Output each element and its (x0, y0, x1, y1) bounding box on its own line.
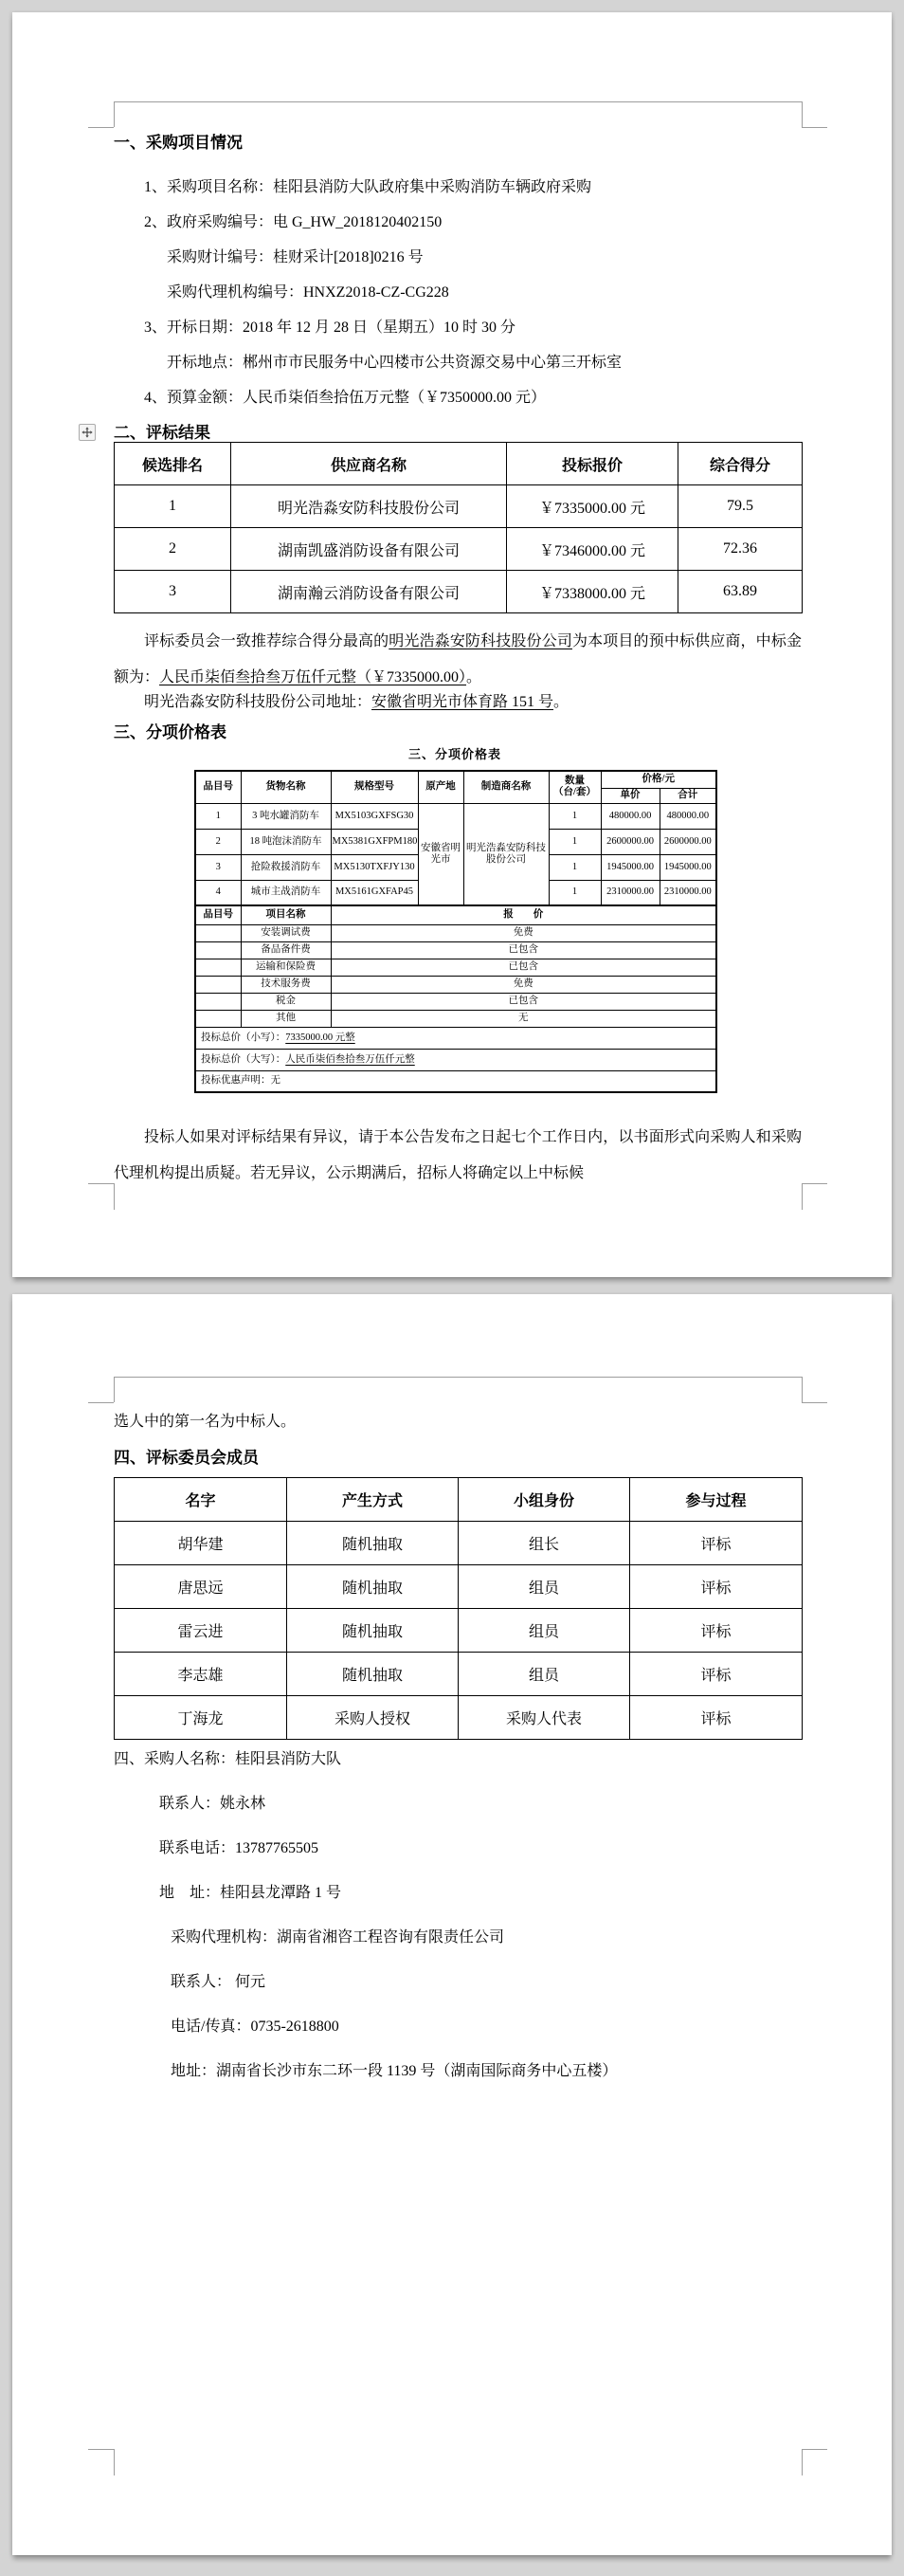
member-name-cell: 雷云进 (115, 1609, 287, 1653)
evaluation-result-table (114, 442, 803, 613)
total-label: 投标总价（小写）： (201, 1032, 286, 1043)
text-boundary-mark (802, 2449, 803, 2476)
price-breakdown-image (147, 744, 763, 1093)
col-header: 货物名称 (241, 771, 331, 803)
participation-cell: 评标 (630, 1565, 803, 1609)
winner-name: 明光浩淼安防科技股份公司 (389, 633, 572, 649)
item-no-cell: 3 (195, 854, 241, 880)
text-boundary-mark (88, 1402, 114, 1403)
selection-method-cell: 采购人授权 (287, 1696, 459, 1740)
col-header: 原产地 (418, 771, 463, 803)
table-row (115, 1696, 803, 1740)
text-boundary-mark (802, 1183, 803, 1210)
col-header: 制造商名称 (463, 771, 549, 803)
para-text: 。 (553, 694, 570, 710)
empty-cell (195, 924, 241, 941)
model-cell: MX5161GXFAP45 (331, 880, 418, 905)
total-label: 投标总价（大写）： (201, 1053, 286, 1065)
text-boundary-mark (802, 1402, 827, 1403)
section2-heading: 二、评标结果 (114, 424, 210, 442)
total-price-cell: 1945000.00 (660, 854, 716, 880)
supplier-cell: 湖南瀚云消防设备有限公司 (231, 571, 507, 613)
award-amount: 人民币柒佰叁拾叁万伍仟元整（￥7335000.00） (159, 669, 467, 685)
fee-label-cell: 税金 (241, 993, 331, 1010)
supplier-cell: 湖南凯盛消防设备有限公司 (231, 528, 507, 571)
fee-row (195, 941, 716, 959)
agency-address-line: 地址：湖南省长沙市东二环一段 1139 号（湖南国际商务中心五楼） (171, 2063, 618, 2079)
text-boundary-mark (802, 1183, 827, 1184)
text-boundary-mark (88, 1183, 114, 1184)
budget-line: 4、预算金额：人民币柒佰叁拾伍万元整（￥7350000.00 元） (144, 390, 547, 406)
fees-header-row (195, 905, 716, 924)
group-role-cell: 组员 (459, 1565, 630, 1609)
col-header (549, 771, 601, 803)
col-header: 规格型号 (331, 771, 418, 803)
text-boundary-mark (88, 127, 114, 128)
fee-label-cell: 备品备件费 (241, 941, 331, 959)
total-lowercase-cell (195, 1027, 716, 1049)
text-boundary-mark (802, 127, 827, 128)
total-uppercase-cell (195, 1049, 716, 1070)
score-cell: 72.36 (678, 528, 803, 571)
bid-price-cell: ￥7338000.00 元 (507, 571, 678, 613)
item-no-cell: 1 (195, 803, 241, 829)
item-no-cell: 2 (195, 829, 241, 854)
text-boundary-top-line (114, 1377, 802, 1378)
finance-no-line: 采购财计编号：桂财采计[2018]0216 号 (167, 249, 424, 265)
group-role-cell: 组长 (459, 1522, 630, 1565)
fee-value-cell: 已包含 (331, 941, 716, 959)
col-header: 供应商名称 (231, 443, 507, 485)
table-row (115, 1522, 803, 1565)
col-header: 产生方式 (287, 1478, 459, 1522)
para-text: 评标委员会一致推荐综合得分最高的 (144, 633, 389, 649)
total-price-cell: 2600000.00 (660, 829, 716, 854)
col-header: 小组身份 (459, 1478, 630, 1522)
procurement-no-line: 2、政府采购编号：电 G_HW_2018120402150 (144, 214, 443, 230)
score-cell: 79.5 (678, 485, 803, 528)
agency-contact-line: 联系人： 何元 (171, 1974, 266, 1990)
discount-row (195, 1070, 716, 1092)
para-text: 。 (466, 669, 482, 685)
section4-heading: 四、评标委员会成员 (114, 1449, 259, 1467)
move-arrows-icon (81, 427, 93, 438)
objection-paragraph: 投标人如果对评标结果有异议，请于本公告发布之日起七个工作日内，以书面形式向采购人和采购代理机构提出质疑。若无异议，公示期满后，招标人将确定以上中标候 (114, 1129, 802, 1181)
unit-price-header: 单价 (601, 788, 660, 803)
para-text: 为本项目的预中标供应商，中标金额为： (114, 633, 802, 685)
rank-cell: 1 (115, 485, 231, 528)
col-header: 参与过程 (630, 1478, 803, 1522)
rank-cell: 2 (115, 528, 231, 571)
text-boundary-mark (802, 101, 803, 127)
supplier-cell: 明光浩淼安防科技股份公司 (231, 485, 507, 528)
qty-cell: 1 (549, 803, 601, 829)
qty-header-line2: （台/套） (553, 787, 596, 798)
member-name-cell: 李志雄 (115, 1653, 287, 1696)
total-price-cell: 480000.00 (660, 803, 716, 829)
bid-open-date-line: 3、开标日期：2018 年 12 月 28 日（星期五）10 时 30 分 (144, 320, 516, 336)
award-paragraph (114, 624, 802, 696)
text-boundary-mark (114, 2449, 115, 2476)
fee-row (195, 993, 716, 1010)
table-header-row (115, 443, 803, 485)
empty-cell (195, 959, 241, 976)
fee-row (195, 1010, 716, 1027)
participation-cell: 评标 (630, 1696, 803, 1740)
unit-price-cell: 1945000.00 (601, 854, 660, 880)
fee-row (195, 976, 716, 993)
model-cell: MX5381GXFPM180 (331, 829, 418, 854)
agency-phone-line: 电话/传真：0735-2618800 (171, 2019, 339, 2035)
bid-open-place-line: 开标地点：郴州市市民服务中心四楼市公共资源交易中心第三开标室 (167, 355, 623, 371)
col-header: 报 价 (331, 905, 716, 924)
goods-name-cell: 18 吨泡沫消防车 (241, 829, 331, 854)
fee-label-cell: 技术服务费 (241, 976, 331, 993)
table-row (115, 1609, 803, 1653)
text-boundary-mark (802, 1377, 803, 1402)
agency-name-line: 采购代理机构：湖南省湘咨工程咨询有限责任公司 (171, 1929, 505, 1946)
qty-cell: 1 (549, 829, 601, 854)
goods-row (195, 803, 716, 829)
table-move-handle[interactable] (79, 424, 96, 441)
text-boundary-mark (114, 1377, 115, 1402)
winner-address-line (114, 693, 845, 711)
page-2 (12, 1294, 892, 2555)
col-header: 品目号 (195, 905, 241, 924)
price-image-title: 三、分项价格表 (407, 747, 501, 761)
bid-price-cell: ￥7346000.00 元 (507, 528, 678, 571)
goods-price-table (194, 770, 717, 906)
purchaser-name-line: 四、采购人名称：桂阳县消防大队 (114, 1751, 342, 1767)
page-1 (12, 12, 892, 1277)
total-uppercase-row (195, 1049, 716, 1070)
col-header: 项目名称 (241, 905, 331, 924)
col-header: 名字 (115, 1478, 287, 1522)
empty-cell (195, 1010, 241, 1027)
committee-member-table (114, 1477, 803, 1740)
goods-name-cell: 抢险救援消防车 (241, 854, 331, 880)
bid-price-cell: ￥7335000.00 元 (507, 485, 678, 528)
table-row (115, 571, 803, 613)
col-header: 候选排名 (115, 443, 231, 485)
total-lowercase-row (195, 1027, 716, 1049)
score-cell: 63.89 (678, 571, 803, 613)
model-cell: MX5103GXFSG30 (331, 803, 418, 829)
fee-row (195, 924, 716, 941)
unit-price-cell: 2600000.00 (601, 829, 660, 854)
qty-cell: 1 (549, 854, 601, 880)
fee-value-cell: 免费 (331, 976, 716, 993)
rank-cell: 3 (115, 571, 231, 613)
table-row (115, 1653, 803, 1696)
selection-method-cell: 随机抽取 (287, 1609, 459, 1653)
price-group-header: 价格/元 (601, 771, 716, 788)
qty-cell: 1 (549, 880, 601, 905)
purchaser-phone-line: 联系电话：13787765505 (159, 1840, 319, 1856)
unit-price-cell: 480000.00 (601, 803, 660, 829)
model-cell: MX5130TXFJY130 (331, 854, 418, 880)
member-name-cell: 丁海龙 (115, 1696, 287, 1740)
fee-label-cell: 安装调试费 (241, 924, 331, 941)
discount-cell: 投标优惠声明：无 (195, 1070, 716, 1092)
fee-value-cell: 无 (331, 1010, 716, 1027)
participation-cell: 评标 (630, 1522, 803, 1565)
fees-table (194, 904, 717, 1093)
fee-value-cell: 免费 (331, 924, 716, 941)
goods-name-cell: 城市主战消防车 (241, 880, 331, 905)
origin-merged-cell: 安徽省明光市 (418, 803, 463, 905)
goods-header-row (195, 771, 716, 788)
col-header: 综合得分 (678, 443, 803, 485)
col-header: 品目号 (195, 771, 241, 803)
goods-name-cell: 3 吨水罐消防车 (241, 803, 331, 829)
member-name-cell: 唐思远 (115, 1565, 287, 1609)
empty-cell (195, 941, 241, 959)
item-no-cell: 4 (195, 880, 241, 905)
participation-cell: 评标 (630, 1653, 803, 1696)
participation-cell: 评标 (630, 1609, 803, 1653)
table-header-row (115, 1478, 803, 1522)
qty-header-line1: 数量 (565, 776, 585, 787)
fee-value-cell: 已包含 (331, 993, 716, 1010)
fee-value-cell: 已包含 (331, 959, 716, 976)
text-boundary-mark (114, 101, 115, 127)
section3-heading: 三、分项价格表 (114, 723, 226, 741)
table-row (115, 1565, 803, 1609)
purchaser-address-line: 地 址：桂阳县龙潭路 1 号 (159, 1885, 342, 1901)
purchaser-contact-line: 联系人：姚永林 (159, 1796, 266, 1812)
total-price-cell: 2310000.00 (660, 880, 716, 905)
total-value: 人民币柒佰叁拾叁万伍仟元整 (285, 1053, 415, 1065)
selection-method-cell: 随机抽取 (287, 1522, 459, 1565)
section1-heading: 一、采购项目情况 (114, 134, 243, 152)
agency-no-line: 采购代理机构编号：HNXZ2018-CZ-CG228 (167, 284, 449, 301)
unit-price-cell: 2310000.00 (601, 880, 660, 905)
maker-merged-cell: 明光浩淼安防科技股份公司 (463, 803, 549, 905)
address-label: 明光浩淼安防科技股份公司地址： (144, 694, 372, 710)
winner-address: 安徽省明光市体育路 151 号 (371, 694, 554, 710)
col-header: 投标报价 (507, 443, 678, 485)
text-boundary-mark (88, 2449, 114, 2450)
table-row (115, 528, 803, 571)
text-boundary-mark (802, 2449, 827, 2450)
selection-method-cell: 随机抽取 (287, 1653, 459, 1696)
fee-row (195, 959, 716, 976)
total-value: 7335000.00 元整 (285, 1032, 355, 1043)
selection-method-cell: 随机抽取 (287, 1565, 459, 1609)
fee-label-cell: 其他 (241, 1010, 331, 1027)
group-role-cell: 组员 (459, 1609, 630, 1653)
fee-label-cell: 运输和保险费 (241, 959, 331, 976)
total-price-header: 合计 (660, 788, 716, 803)
table-row (115, 485, 803, 528)
group-role-cell: 采购人代表 (459, 1696, 630, 1740)
member-name-cell: 胡华建 (115, 1522, 287, 1565)
empty-cell (195, 993, 241, 1010)
project-name-line: 1、采购项目名称：桂阳县消防大队政府集中采购消防车辆政府采购 (144, 179, 592, 195)
group-role-cell: 组员 (459, 1653, 630, 1696)
text-boundary-top-line (114, 101, 802, 102)
continuation-line: 选人中的第一名为中标人。 (114, 1414, 297, 1430)
empty-cell (195, 976, 241, 993)
